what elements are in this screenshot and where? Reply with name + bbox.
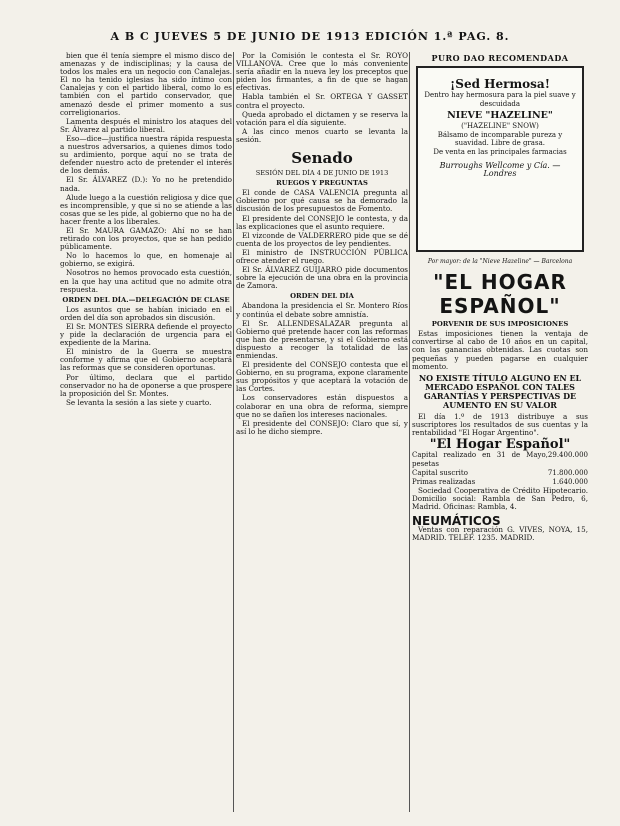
paragraph: El ministro de la Guerra se muestra conforme y afirma que el Gobierno aceptará las reformas que se consideren oportunas. <box>60 347 232 373</box>
paragraph: El presidente del CONSEJO contesta que el Gobierno, en su programa, expone claramente sus propósitos y que aceptará la votación de las Cortes. <box>236 360 408 394</box>
paragraph: Lamenta después el ministro los ataques del Sr. Álvarez al partido liberal. <box>60 116 232 134</box>
hazeline-ad <box>416 66 584 252</box>
row-value: 1.640.000 <box>552 478 588 487</box>
paragraph: El día 1.º de 1913 distribuye a sus suscriptores los resultados de sus cuentas y la rentabilidad "El Hogar Argentino". <box>412 411 588 437</box>
row-value: 29.400.000 <box>547 451 588 460</box>
table-row <box>412 451 588 469</box>
table-row <box>412 469 588 478</box>
section-title: Senado <box>291 149 353 168</box>
paragraph: Ventas con reparación G. VIVES, NOYA, 15, MADRID. TELÉF. 1235. MADRID. <box>412 524 588 542</box>
row-value: 71.800.000 <box>547 469 588 478</box>
ad-subtitle: Dentro hay hermosura para la piel suave y descuidada <box>424 91 576 108</box>
paragraph: Por último, declara que el partido conservador no ha de oponerse a que prospere la proposición del Sr. Montes. <box>60 372 232 398</box>
paragraph: Estas imposiciones tienen la ventaja de convertirse al cabo de 10 años en un capital, con las ganancias obtenidas. Las cuotas son pequeñas y pueden pagarse en cualquier momento. <box>412 329 588 371</box>
paragraph: El Sr. ÁLVAREZ (D.): Yo no he pretendido nada. <box>60 175 232 193</box>
paragraph: El presidente del CONSEJO le contesta, y da las explicaciones que el asunto requiere. <box>236 213 408 231</box>
neumaticos-title: NEUMÁTICOS <box>412 514 501 529</box>
ad-sales: De venta en las principales farmacias <box>433 147 567 156</box>
paragraph: Los asuntos que se habían iniciado en el orden del día son aprobados sin discusión. <box>60 304 232 322</box>
paragraph: Nosotros no hemos provocado esta cuestión, en la que hay una actitud que no admite otra respuesta. <box>60 268 232 294</box>
column-rule <box>409 52 410 812</box>
column-2 <box>236 52 408 812</box>
paragraph: A las cinco menos cuarto se levanta la sesión. <box>236 126 408 144</box>
paragraph: Abandona la presidencia el Sr. Montero Ríos y continúa el debate sobre amnistía. <box>236 301 408 319</box>
section-heading: RUEGOS Y PREGUNTAS <box>276 179 368 188</box>
paragraph: Alude luego a la cuestión religiosa y dice que es incomprensible, y que si no se atiende a las cosas que se les pide, al gobierno que no ha de hacer frente a los liberales. <box>60 192 232 226</box>
session-date: SESIÓN DEL DÍA 4 DE JUNIO DE 1913 <box>255 169 389 178</box>
paragraph: bien que él tenía siempre el mismo disco de amenazas y de indisciplinas; y la causa de todos los males era un negocio con Canalejas. El no ha tenido iglesias ha sido íntimo con Canalejas y con el partido liberal, como lo es también con el partido conservador, que amenazó desde el primer momento a sus correligionarios. <box>60 52 232 117</box>
ad-section-title: PURO DAO RECOMENDADA <box>431 53 569 63</box>
paragraph: El Sr. MAURA GAMAZO: Ahí no se han retirado con los proyectos, que se han pedido públicamente. <box>60 225 232 252</box>
column-rule <box>233 52 234 812</box>
row-label: Capital suscrito <box>412 469 468 478</box>
ad-note: Por mayor: de la "Nieve Hazeline" — Barcelona <box>427 258 573 266</box>
hogar-title: "EL HOGAR ESPAÑOL" <box>433 270 567 319</box>
paragraph: Por la Comisión le contesta el Sr. ROYO VILLANOVA. Cree que lo más conveniente sería añadir en la nueva ley los preceptos que piden los firmantes, a fin de que se hagan efectivas. <box>236 52 408 93</box>
section-heading: ORDEN DEL DÍA.—DELEGACIÓN DE CLASE <box>62 295 230 304</box>
paragraph: Se levanta la sesión a las siete y cuarto. <box>66 397 212 407</box>
paragraph: Eso—dice—justifica nuestra rápida respuesta a nuestros adversarios, a quienes dimos todo su ardimiento, porque aquí no se trata de defender nuestro acto de pretender el interés de los demás. <box>60 133 232 176</box>
paragraph: El Sr. ÁLVAREZ GUIJARRO pide documentos sobre la ejecución de una obra en la provincia de Zamora. <box>236 265 408 291</box>
hogar-bold-claim: NO EXISTE TÍTULO ALGUNO EN EL MERCADO ESPAÑOL CON TALES GARANTÍAS Y PERSPECTIVAS DE AUMENTO EN SU VALOR <box>418 372 582 410</box>
ad-signature: Burroughs Wellcome y Cía. — Londres <box>439 161 561 179</box>
row-label: Primas realizadas <box>412 478 476 487</box>
row-label: Capital realizado en 31 de Mayo, pesetas <box>412 451 548 469</box>
paragraph: No lo hacemos lo que, en homenaje al gobierno, se exigirá. <box>60 251 232 269</box>
hogar-subtitle: PORVENIR DE SUS IMPOSICIONES <box>431 320 569 329</box>
ad-description: Bálsamo de incomparable pureza y suavidad. Libre de grasa. <box>437 130 563 148</box>
paragraph: Los conservadores están dispuestos a colaborar en una obra de reforma, siempre que no se dañen los intereses nacionales. <box>236 393 408 419</box>
paragraph: El presidente del CONSEJO: Claro que sí, y así lo he dicho siempre. <box>236 418 408 436</box>
column-3-ads <box>412 52 588 812</box>
paragraph: El Sr. MONTES SIERRA defiende el proyecto y pide la declaración de urgencia para el expediente de la Marina. <box>60 322 232 348</box>
ad-brand-alt: ("HAZELINE" SNOW) <box>461 122 539 131</box>
page-header: A B C JUEVES 5 DE JUNIO DE 1913 EDICIÓN 1.ª PAG. 8. <box>110 30 510 43</box>
paragraph: El Sr. ALLENDESALAZAR pregunta al Gobierno qué pretende hacer con las reformas que han de presentarse, y si el Gobierno está dispuesto a recoger la totalidad de las enmiendas. <box>236 318 408 360</box>
paragraph: Sociedad Cooperativa de Crédito Hipotecario. Domicilio social: Rambla de San Pedro, 6, Madrid. Oficinas: Rambla, 4. <box>412 486 588 512</box>
paragraph: El conde de CASA VALENCIA pregunta al Gobierno por qué causa se ha demorado la discusión de los presupuestos de Fomento. <box>236 188 408 214</box>
hogar-name: "El Hogar Español" <box>429 437 571 453</box>
ad-headline: ¡Sed Hermosa! <box>450 77 550 92</box>
paragraph: Habla también el Sr. ORTEGA Y GASSET contra el proyecto. <box>236 92 408 110</box>
paragraph: Queda aprobado el dictamen y se reserva la votación para el día siguiente. <box>236 109 408 127</box>
section-heading: ORDEN DEL DÍA <box>290 292 354 301</box>
ad-brand: NIEVE "HAZELINE" <box>447 110 553 122</box>
column-1 <box>60 52 232 812</box>
paragraph: El ministro de INSTRUCCIÓN PÚBLICA ofrece atender el ruego. <box>236 247 408 265</box>
capital-table <box>412 451 588 487</box>
paragraph: El vizconde de VALDERRERO pide que se dé cuenta de los proyectos de ley pendientes. <box>236 230 408 248</box>
